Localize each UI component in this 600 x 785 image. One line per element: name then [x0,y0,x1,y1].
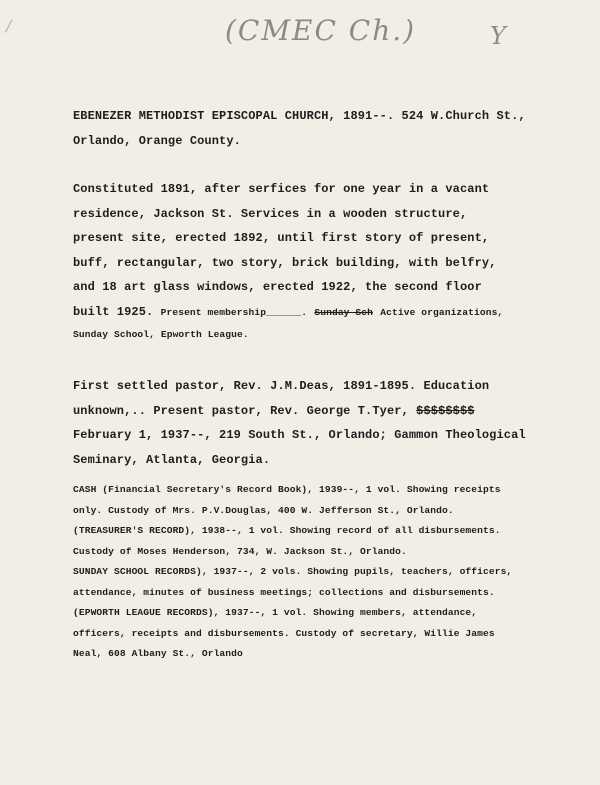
struck-text: Sunday Sch [314,306,373,318]
record-line: (EPWORTH LEAGUE RECORDS), 1937--, 1 vol. Showing members, attendance, [73,607,478,618]
pastor-line: February 1, 1937--, 219 South St., Orlando; Gammon Theological [73,428,526,442]
record-line: (TREASURER'S RECORD), 1938--, 1 vol. Showing record of all disbursements. [73,525,501,536]
pastor-line: Seminary, Atlanta, Georgia. [73,452,271,467]
record-line: SUNDAY SCHOOL RECORDS), 1937--, 2 vols. Showing pupils, teachers, officers, [73,566,513,577]
heading-line: Orlando, Orange County. [73,133,241,148]
built-year-text: built 1925. [73,304,154,319]
record-line: attendance, minutes of business meetings; collections and disbursements. [73,586,495,598]
record-line: officers, receipts and disbursements. Custody of secretary, Willie James [73,627,495,639]
pastor-line-text: unknown,.. Present pastor, Rev. George T.Tyer, [73,403,409,418]
history-mixed-line [73,300,503,325]
handwritten-note: (CMEC Ch.) [225,14,417,47]
record-line: only. Custody of Mrs. P.V.Douglas, 400 W. Jefferson St., Orlando. [73,504,454,516]
organizations-list: Sunday School, Epworth League. [73,329,249,340]
record-line: Custody of Moses Henderson, 734, W. Jackson St., Orlando. [73,545,407,557]
organizations-line [73,325,249,346]
organizations-text: Active organizations, [380,306,504,318]
heading-block [73,104,526,153]
history-line: residence, Jackson St. Services in a wooden structure, [73,206,468,221]
struck-text: $$$$$$$$ [416,403,475,418]
record-line: Neal, 608 Albany St., Orlando [73,648,243,659]
history-line: present site, erected 1892, until first story of present, [73,231,490,245]
history-paragraph [73,177,503,324]
pastor-line: First settled pastor, Rev. J.M.Deas, 1891-1895. Education [73,379,490,393]
handwritten-corner-mark: / [6,16,12,35]
pastor-line [73,399,526,424]
membership-text: Present membership______. [160,306,308,318]
records-list [73,480,512,665]
pastors-paragraph [73,374,526,472]
handwritten-mark: Y [490,22,506,50]
history-line: buff, rectangular, two story, brick building, with belfry, [73,255,497,270]
history-line: Constituted 1891, after serfices for one year in a vacant [73,182,490,196]
heading-line: EBENEZER METHODIST EPISCOPAL CHURCH, 1891--. 524 W.Church St., [73,109,526,123]
record-line: CASH (Financial Secretary's Record Book), 1939--, 1 vol. Showing receipts [73,484,501,495]
history-line: and 18 art glass windows, erected 1922, the second floor [73,280,482,294]
